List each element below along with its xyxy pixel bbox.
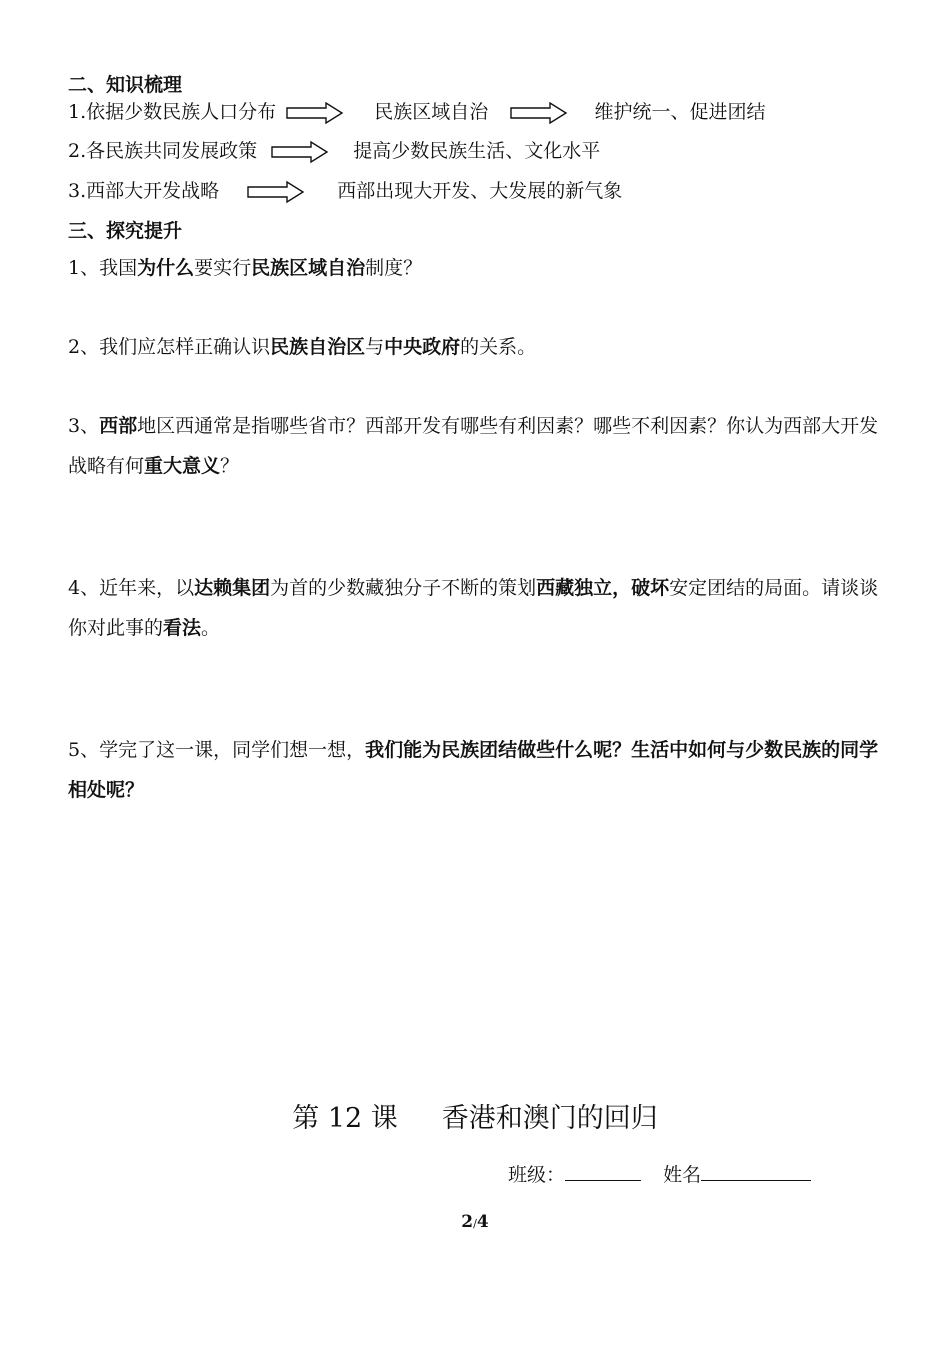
question-2: 2、我们应怎样正确认识民族自治区与中央政府的关系。 [68, 336, 537, 358]
right-arrow-icon [271, 141, 329, 163]
item-3-cause: 3.西部大开发战略 [68, 180, 220, 202]
lesson-name: 香港和澳门的回归 [441, 1103, 658, 1134]
name-blank[interactable] [701, 1162, 811, 1181]
item-3-result: 西部出现大开发、大发展的新气象 [337, 180, 623, 202]
page-number: 2/4 [461, 1212, 489, 1232]
name-label: 姓名 [663, 1164, 702, 1186]
lesson-number: 第 12 课 [292, 1103, 398, 1134]
item-1-result: 维护统一、促进团结 [594, 101, 766, 123]
class-blank[interactable] [565, 1162, 641, 1181]
knowledge-item-3 [68, 176, 622, 203]
section-heading-knowledge: 二、知识梳理 [68, 74, 183, 96]
right-arrow-icon [247, 181, 305, 203]
section-heading-explore: 三、探究提升 [68, 220, 183, 242]
item-2-cause: 2.各民族共同发展政策 [68, 140, 258, 162]
knowledge-item-2 [68, 136, 600, 163]
right-arrow-icon [510, 102, 568, 124]
item-1-policy: 民族区域自治 [374, 101, 489, 123]
knowledge-item-1 [68, 97, 766, 124]
question-3: 3、西部地区西通常是指哪些省市？西部开发有哪些有利因素？哪些不利因素？你认为西部大开发战略有何重大意义？ [68, 415, 879, 477]
question-5: 5、学完了这一课，同学们想一想，我们能为民族团结做些什么呢？生活中如何与少数民族的同学相处呢？ [68, 739, 879, 801]
student-info-line [508, 1160, 811, 1187]
class-label: 班级： [508, 1164, 566, 1186]
lesson-title [0, 1096, 950, 1135]
item-2-result: 提高少数民族生活、文化水平 [353, 140, 601, 162]
item-1-cause: 1.依据少数民族人口分布 [68, 101, 277, 123]
question-4: 4、近年来，以达赖集团为首的少数藏独分子不断的策划西藏独立，破坏安定团结的局面。请谈谈你对此事的看法。 [68, 577, 879, 639]
right-arrow-icon [286, 102, 344, 124]
question-1: 1、我国为什么要实行民族区域自治制度？ [68, 257, 423, 279]
